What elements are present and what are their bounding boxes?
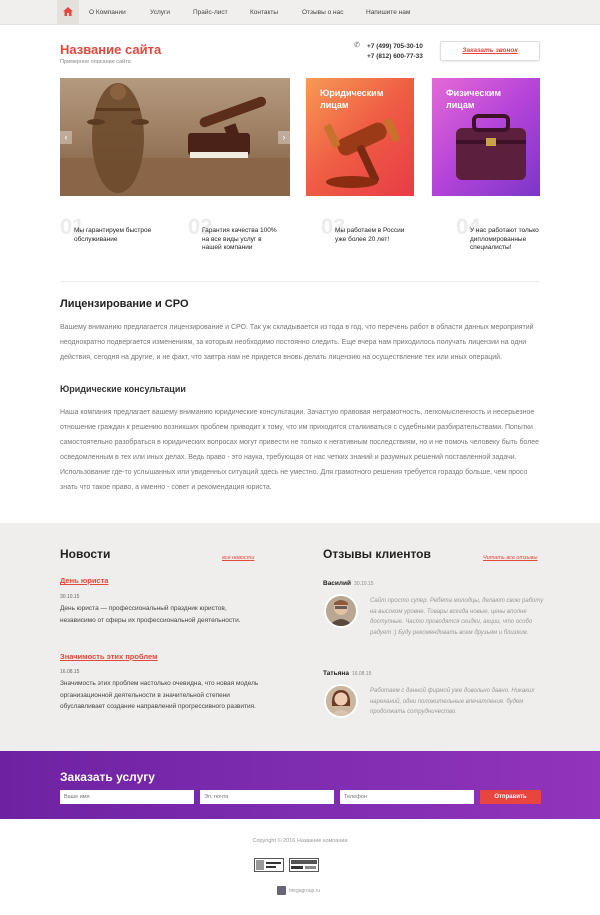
news-item-title[interactable]: День юриста xyxy=(60,576,109,585)
review-author-name: Татьяна xyxy=(323,670,349,677)
all-news-link[interactable]: все новости xyxy=(222,555,255,561)
visitor-counter-badge[interactable] xyxy=(289,858,319,872)
review-text: Сайт просто супер. Ребята молодцы, делают свою работу на высоком уровне. Товары всегда новые, цены вполне доступные. Часто проводятся скидки, акции, что особо радует :) Буду рекомендовать всем друзьям и близким. xyxy=(370,598,544,636)
nav-item-reviews[interactable]: Отзывы о нас xyxy=(302,9,344,16)
review-author-name: Василий xyxy=(323,580,352,587)
justice-statue-image xyxy=(60,78,290,196)
review-author xyxy=(323,580,374,587)
callback-button[interactable]: Заказать звонок xyxy=(440,41,540,61)
feature-number: 04 xyxy=(456,214,481,239)
counter-icon xyxy=(290,859,318,871)
feature-text: У нас работают только дипломированные специалисты! xyxy=(470,227,539,251)
name-input[interactable] xyxy=(60,790,194,804)
avatar xyxy=(324,684,358,718)
news-heading: Новости xyxy=(60,547,111,561)
developer-credit-link[interactable] xyxy=(277,886,320,895)
consultations-text: Наша компания предлагает вашему вниманию юридические консультации. Зачастую правовая неграмотность, легкомысленность и несерьезное отношение граждан к решению возникших проблем приводит к тому, что им приходится сталкиваться с судебными разбирательствами. Попытки самостоятельно разобраться в юридических вопросах могут привести не только к негативным последствиям, но и не помочь человеку быть более осведомленным в тех или иных делах. Ведь право - это наука, требующая от нас четких знаний и разумных решений поставленной задачи. Использование где-то услышанных или увиденных ситуаций здесь не уместно. Для грамотного решения требуется гораздо больше, чем просо знать что такое право, а именно - совет и рекомендация юриста. xyxy=(60,409,540,491)
email-input[interactable] xyxy=(200,790,334,804)
nav-item-contacts[interactable]: Контакты xyxy=(250,9,279,16)
copyright: Copyright © 2016 Название компании xyxy=(252,838,348,844)
home-button[interactable] xyxy=(57,0,79,25)
top-nav xyxy=(0,0,600,25)
card-title: Физическим лицам xyxy=(446,88,502,110)
phone-icon: ✆ xyxy=(354,42,360,49)
news-item-date: 30.10.15 xyxy=(60,594,80,600)
news-item-text: Значимость этих проблем настолько очевидна, что новая модель организационной деятельности в значительной степени обуславливает создание направлений прогрессивного развития. xyxy=(60,680,259,710)
counter-icon xyxy=(255,859,283,871)
order-heading: Заказать услугу xyxy=(60,770,155,784)
news-item-text: День юриста — профессиональный праздник юристов, независимо от сферы их профессиональной деятельности. xyxy=(60,605,241,624)
slider-next-button[interactable]: › xyxy=(278,131,290,144)
feature-number: 01 xyxy=(60,214,85,239)
nav-item-services[interactable]: Услуги xyxy=(150,9,170,16)
image-slider xyxy=(60,78,290,196)
individuals-card[interactable] xyxy=(432,78,540,196)
feature-item xyxy=(321,216,441,266)
phone-number: +7 (499) 705-30-10 xyxy=(367,43,423,50)
site-description: Примерное описание сайта xyxy=(60,59,131,65)
feature-item xyxy=(188,216,308,266)
review-text: Работаем с данной фирмой уже довольно давно. Никаких нареканий, одни положительные впечатления. будем продолжать сотрудничество. xyxy=(370,688,535,715)
phone-block xyxy=(356,42,423,61)
feature-text: Гарантия качества 100% на все виды услуг в нашей компании xyxy=(202,227,277,251)
visitor-counter-badge[interactable] xyxy=(254,858,284,872)
review-author xyxy=(323,670,371,677)
order-section xyxy=(0,751,600,819)
slider-prev-button[interactable]: ‹ xyxy=(60,131,72,144)
consultations-heading: Юридические консультации xyxy=(60,384,186,394)
licensing-heading: Лицензирование и СРО xyxy=(60,298,189,310)
nav-item-write-us[interactable]: Напишите нам xyxy=(366,9,411,16)
phone-input[interactable] xyxy=(340,790,474,804)
nav-item-about[interactable]: О Компании xyxy=(89,9,126,16)
all-reviews-link[interactable]: Читать все отзывы xyxy=(483,555,538,561)
user-avatar-icon xyxy=(326,686,356,716)
phone-number: +7 (812) 600-77-33 xyxy=(367,52,423,60)
feature-text: Мы гарантируем быстрое обслуживание xyxy=(74,227,152,243)
review-date: 16.08.15 xyxy=(351,671,372,677)
developer-credit-text: megagroup.ru xyxy=(289,887,321,894)
user-avatar-icon xyxy=(326,596,356,626)
divider xyxy=(60,281,540,282)
news-item-date: 16.08.15 xyxy=(60,669,80,675)
feature-number: 03 xyxy=(321,214,346,239)
reviews-heading: Отзывы клиентов xyxy=(323,547,431,561)
site-title[interactable]: Название сайта xyxy=(60,42,162,57)
home-icon xyxy=(63,7,73,16)
feature-item xyxy=(60,216,180,266)
feature-item xyxy=(456,216,576,266)
nav-item-price[interactable]: Прайс-лист xyxy=(193,9,228,16)
megagroup-logo-icon xyxy=(277,886,286,895)
feature-text: Мы работаем в России уже более 20 лет! xyxy=(335,227,405,243)
licensing-text: Вашему вниманию предлагается лицензирование и СРО. Так уж складывается из года в год, что перечень работ в области данных мероприятий неоднократно подвергается изменениям, за которым необходимо постоянно следить. Еще вчера нам приходилось получать лицензии на одни действия, сегодня на другие, и не факт, что завтра нам не придется вновь делать лицензию на осуществление тех или иных операций. xyxy=(60,324,534,361)
review-date: 30.10.15 xyxy=(354,581,374,587)
news-item-title[interactable]: Значимость этих проблем xyxy=(60,652,158,661)
submit-button[interactable]: Отправить xyxy=(480,790,541,804)
feature-number: 02 xyxy=(188,214,213,239)
avatar xyxy=(324,594,358,628)
card-title: Юридическим лицам xyxy=(320,88,384,110)
legal-entities-card[interactable] xyxy=(306,78,414,196)
